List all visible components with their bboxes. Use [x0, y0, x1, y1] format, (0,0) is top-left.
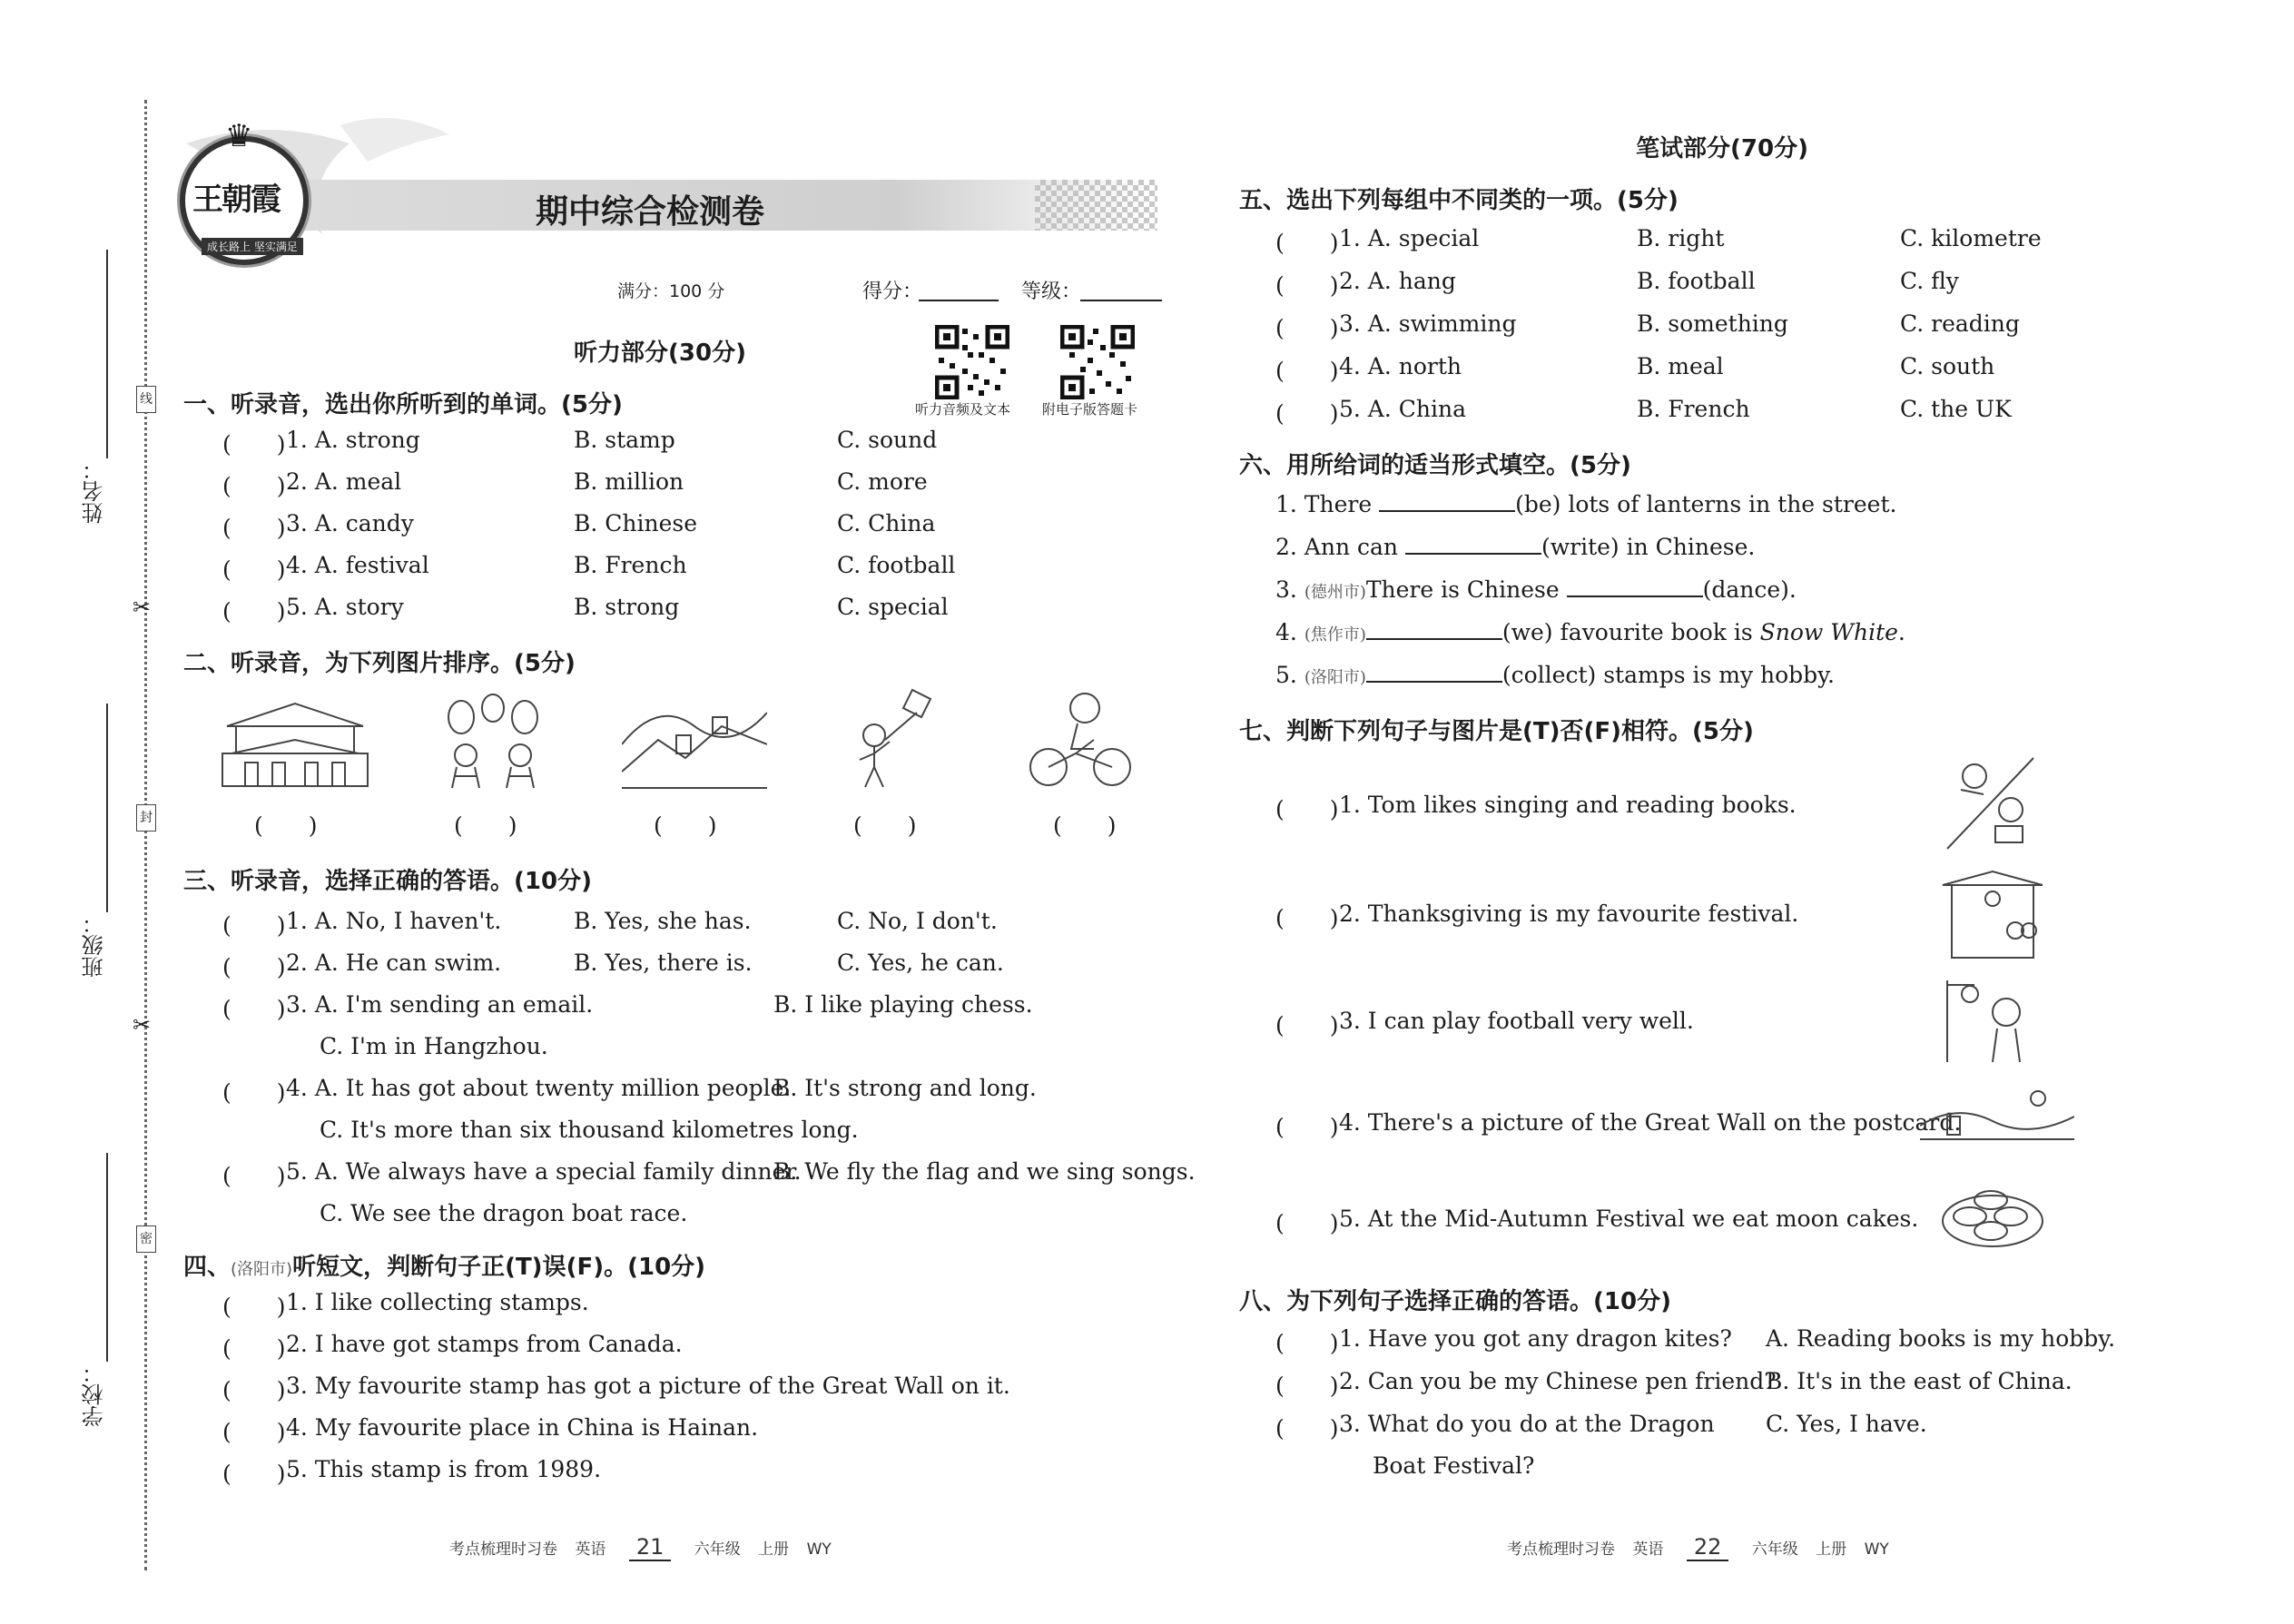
fill-blank-item: 1. There (be) lots of lanterns in the street.	[1275, 491, 1897, 517]
picture-order-paren-4[interactable]: ( )	[853, 812, 917, 839]
qr-caption-audio: 听力音频及文本	[915, 401, 1011, 418]
great-wall-picture	[622, 690, 767, 790]
section1-title: 一、听录音，选出你所听到的单词。(5分)	[183, 391, 623, 418]
option-b: B. Chinese	[574, 510, 698, 536]
answer-paren[interactable]: ( )	[222, 1163, 286, 1189]
blank-input[interactable]	[1567, 576, 1703, 597]
dotted-cut-line	[144, 100, 147, 1570]
question: 3. What do you do at the Dragon	[1339, 1411, 1715, 1437]
option-a: 3. A. candy	[286, 510, 414, 536]
answer-option: A. Reading books is my hobby.	[1766, 1325, 2116, 1352]
statement: 3. I can play football very well.	[1339, 1008, 1694, 1034]
option-c: C. Yes, he can.	[837, 950, 1004, 976]
scissors-icon: ✂	[133, 1012, 152, 1038]
option-a: 2. A. He can swim.	[286, 950, 502, 976]
name-field-line	[106, 250, 108, 458]
great-wall-postcard-picture	[1920, 1085, 2074, 1157]
answer-paren[interactable]: ( )	[222, 1419, 286, 1445]
option-c: C. sound	[837, 427, 938, 453]
blank-input[interactable]	[1379, 490, 1515, 512]
section3-title: 三、听录音，选择正确的答语。(10分)	[183, 868, 592, 895]
grade-blank	[1080, 300, 1162, 301]
footer-subject: 英语	[1632, 1540, 1664, 1559]
section4-prefix: 四、	[183, 1254, 231, 1281]
answer-paren[interactable]: ( )	[222, 912, 286, 939]
option-c: C. China	[837, 510, 936, 536]
footer-vol: 上册	[758, 1540, 790, 1559]
option-c: C. the UK	[1900, 396, 2012, 422]
section8-title: 八、为下列句子选择正确的答语。(10分)	[1239, 1288, 1671, 1315]
option-a: 4. A. north	[1339, 353, 1462, 379]
fill-blank-item: 2. Ann can (write) in Chinese.	[1275, 534, 1756, 560]
class-label: 班级：	[82, 912, 107, 978]
option-a: 5. A. story	[286, 594, 404, 620]
statement: 5. This stamp is from 1989.	[286, 1456, 602, 1482]
option-b: B. French	[1637, 396, 1750, 422]
footer-left	[449, 1534, 832, 1560]
section5-title: 五、选出下列每组中不同类的一项。(5分)	[1239, 187, 1679, 214]
option-b: B. Yes, she has.	[574, 908, 752, 934]
option-a: 5. A. China	[1339, 396, 1466, 422]
statement: 1. I like collecting stamps.	[286, 1289, 589, 1315]
option-c: C. It's more than six thousand kilometres long.	[320, 1117, 859, 1143]
checker-pattern	[1035, 180, 1157, 231]
option-a: 5. A. We always have a special family dinner.	[286, 1158, 802, 1185]
answer-paren[interactable]: ( )	[222, 1079, 286, 1106]
option-c: C. kilometre	[1900, 225, 2042, 251]
answer-paren[interactable]: ( )	[222, 556, 286, 583]
question: 1. Have you got any dragon kites?	[1339, 1325, 1732, 1352]
option-c: C. more	[837, 468, 928, 495]
boy-singing-reading-picture	[1934, 753, 2043, 853]
option-b: B. right	[1637, 225, 1725, 251]
answer-option: C. Yes, I have.	[1766, 1411, 1927, 1437]
picture-order-paren-2[interactable]: ( )	[454, 812, 517, 839]
footer-vol: 上册	[1816, 1540, 1847, 1559]
answer-paren[interactable]: ( )	[1275, 796, 1339, 822]
option-b: B. strong	[574, 594, 680, 620]
option-a: 4. A. festival	[286, 552, 429, 578]
option-a: 2. A. hang	[1339, 268, 1456, 294]
page-number: 22	[1687, 1534, 1729, 1561]
section6-title: 六、用所给词的适当形式填空。(5分)	[1239, 452, 1631, 479]
boy-on-bike-picture	[1021, 685, 1139, 790]
answer-paren[interactable]: ( )	[1275, 230, 1339, 256]
picture-order-paren-5[interactable]: ( )	[1053, 812, 1117, 839]
answer-paren[interactable]: ( )	[222, 598, 286, 625]
name-label: 姓名：	[82, 458, 107, 524]
answer-paren[interactable]: ( )	[1275, 358, 1339, 384]
grade-label: 等级：	[1021, 281, 1082, 303]
school-field-line	[106, 1153, 108, 1362]
moon-cakes-picture	[1938, 1171, 2047, 1253]
class-field-line	[106, 704, 108, 912]
logo-motto: 成长路上 坚实满足	[202, 238, 303, 255]
section4-title	[183, 1248, 705, 1282]
writing-heading: 笔试部分(70分)	[1636, 135, 1808, 162]
picture-order-paren-1[interactable]: ( )	[254, 812, 318, 839]
scissors-icon: ✂	[133, 595, 152, 620]
option-b: B. Yes, there is.	[574, 950, 753, 976]
answer-paren[interactable]: ( )	[1275, 1373, 1339, 1399]
option-a: 3. A. swimming	[1339, 310, 1517, 337]
answer-paren[interactable]: ( )	[222, 1294, 286, 1320]
listening-heading: 听力部分(30分)	[574, 340, 746, 367]
option-c: C. I'm in Hangzhou.	[320, 1033, 548, 1059]
blank-input[interactable]	[1366, 618, 1502, 640]
score-label: 得分：	[862, 281, 923, 303]
answer-paren[interactable]: ( )	[1275, 1114, 1339, 1140]
answer-paren[interactable]: ( )	[222, 1461, 286, 1487]
source-tag: (焦作市)	[1304, 625, 1366, 645]
option-b: B. I like playing chess.	[773, 991, 1033, 1018]
question: 2. Can you be my Chinese pen friend?	[1339, 1368, 1777, 1394]
option-b: B. It's strong and long.	[773, 1075, 1037, 1101]
section2-title: 二、听录音，为下列图片排序。(5分)	[183, 650, 576, 677]
option-b: B. We fly the flag and we sing songs.	[773, 1158, 1196, 1185]
statement: 2. Thanksgiving is my favourite festival.	[1339, 901, 1799, 927]
blank-input[interactable]	[1366, 661, 1502, 683]
statement: 4. There's a picture of the Great Wall on the postcard.	[1339, 1109, 1962, 1136]
answer-paren[interactable]: ( )	[222, 431, 286, 458]
answer-paren[interactable]: ( )	[1275, 905, 1339, 931]
option-c: C. We see the dragon boat race.	[320, 1200, 688, 1226]
qr-code-audio-icon	[935, 325, 1009, 399]
answer-paren[interactable]: ( )	[1275, 1330, 1339, 1356]
statement: 1. Tom likes singing and reading books.	[1339, 792, 1797, 818]
answer-paren[interactable]: ( )	[222, 473, 286, 499]
footer-grade: 六年级	[694, 1540, 741, 1559]
boy-with-kite-picture	[840, 685, 949, 790]
fill-blank-item: 5. (洛阳市) (collect) stamps is my hobby.	[1275, 662, 1835, 688]
section4-source: (洛阳市)	[231, 1260, 293, 1279]
fill-blank-item: 4. (焦作市) (we) favourite book is Snow White.	[1275, 619, 1905, 645]
lantern-gate-picture	[1938, 867, 2047, 962]
option-b: B. something	[1637, 310, 1788, 337]
statement: 2. I have got stamps from Canada.	[286, 1331, 683, 1357]
option-b: B. French	[574, 552, 687, 578]
section7-title: 七、判断下列句子与图片是(T)否(F)相符。(5分)	[1239, 718, 1754, 745]
option-a: 2. A. meal	[286, 468, 402, 495]
footer-subject: 英语	[575, 1540, 606, 1559]
footer-book: 考点梳理时习卷	[449, 1540, 557, 1559]
option-b: B. stamp	[574, 427, 675, 453]
lantern-children-picture	[434, 690, 552, 790]
footer-code: WY	[806, 1540, 832, 1559]
blank-input[interactable]	[1405, 533, 1541, 555]
picture-order-paren-3[interactable]: ( )	[654, 812, 717, 839]
option-c: C. No, I don't.	[837, 908, 998, 934]
option-b: B. million	[574, 468, 684, 495]
option-c: C. south	[1900, 353, 1995, 379]
answer-paren[interactable]: ( )	[222, 1335, 286, 1362]
statement: 5. At the Mid-Autumn Festival we eat moon cakes.	[1339, 1206, 1919, 1232]
option-a: 1. A. strong	[286, 427, 420, 453]
tiananmen-picture	[218, 690, 372, 790]
option-a: 1. A. special	[1339, 225, 1480, 251]
question-continued: Boat Festival?	[1373, 1452, 1535, 1479]
answer-paren[interactable]: ( )	[1275, 315, 1339, 341]
answer-paren[interactable]: ( )	[1275, 400, 1339, 427]
school-label: 学校：	[82, 1362, 107, 1427]
footer-right	[1507, 1534, 1889, 1560]
option-a: 3. A. I'm sending an email.	[286, 991, 594, 1018]
logo-name: 王朝霞	[192, 182, 280, 218]
left-margin	[0, 0, 182, 1624]
source-tag: (德州市)	[1304, 583, 1366, 602]
statement: 4. My favourite place in China is Hainan.	[286, 1414, 759, 1441]
crown-icon: ♛	[225, 118, 253, 154]
answer-paren[interactable]: ( )	[222, 515, 286, 541]
full-score: 满分：100 分	[617, 281, 725, 301]
basketball-boy-picture	[1943, 976, 2043, 1067]
answer-paren[interactable]: ( )	[1275, 1012, 1339, 1038]
section4-text: 听短文，判断句子正(T)误(F)。(10分)	[292, 1254, 706, 1281]
answer-paren[interactable]: ( )	[222, 996, 286, 1022]
option-c: C. football	[837, 552, 956, 578]
qr-code-answer-card-icon	[1060, 325, 1135, 399]
answer-option: B. It's in the east of China.	[1766, 1368, 2072, 1394]
page-number: 21	[629, 1534, 672, 1561]
answer-paren[interactable]: ( )	[222, 954, 286, 980]
answer-paren[interactable]: ( )	[1275, 272, 1339, 299]
cut-mark-mi: 密	[136, 1225, 156, 1253]
option-c: C. fly	[1900, 268, 1959, 294]
answer-paren[interactable]: ( )	[222, 1377, 286, 1403]
answer-paren[interactable]: ( )	[1275, 1210, 1339, 1236]
source-tag: (洛阳市)	[1304, 668, 1366, 687]
option-a: 4. A. It has got about twenty million people.	[286, 1075, 792, 1101]
option-c: C. special	[837, 594, 949, 620]
cut-mark-xian: 线	[136, 386, 156, 413]
cut-mark-feng: 封	[136, 804, 156, 832]
footer-grade: 六年级	[1751, 1540, 1798, 1559]
option-b: B. football	[1637, 268, 1756, 294]
fill-blank-item: 3. (德州市)There is Chinese (dance).	[1275, 576, 1797, 603]
page-title: 期中综合检测卷	[536, 193, 765, 231]
answer-paren[interactable]: ( )	[1275, 1415, 1339, 1442]
qr-caption-answer-card: 附电子版答题卡	[1042, 401, 1138, 418]
option-a: 1. A. No, I haven't.	[286, 908, 502, 934]
statement: 3. My favourite stamp has got a picture of the Great Wall on it.	[286, 1373, 1010, 1399]
option-b: B. meal	[1637, 353, 1724, 379]
option-c: C. reading	[1900, 310, 2020, 337]
footer-book: 考点梳理时习卷	[1507, 1540, 1615, 1559]
footer-code: WY	[1864, 1540, 1889, 1559]
score-blank	[919, 300, 999, 301]
